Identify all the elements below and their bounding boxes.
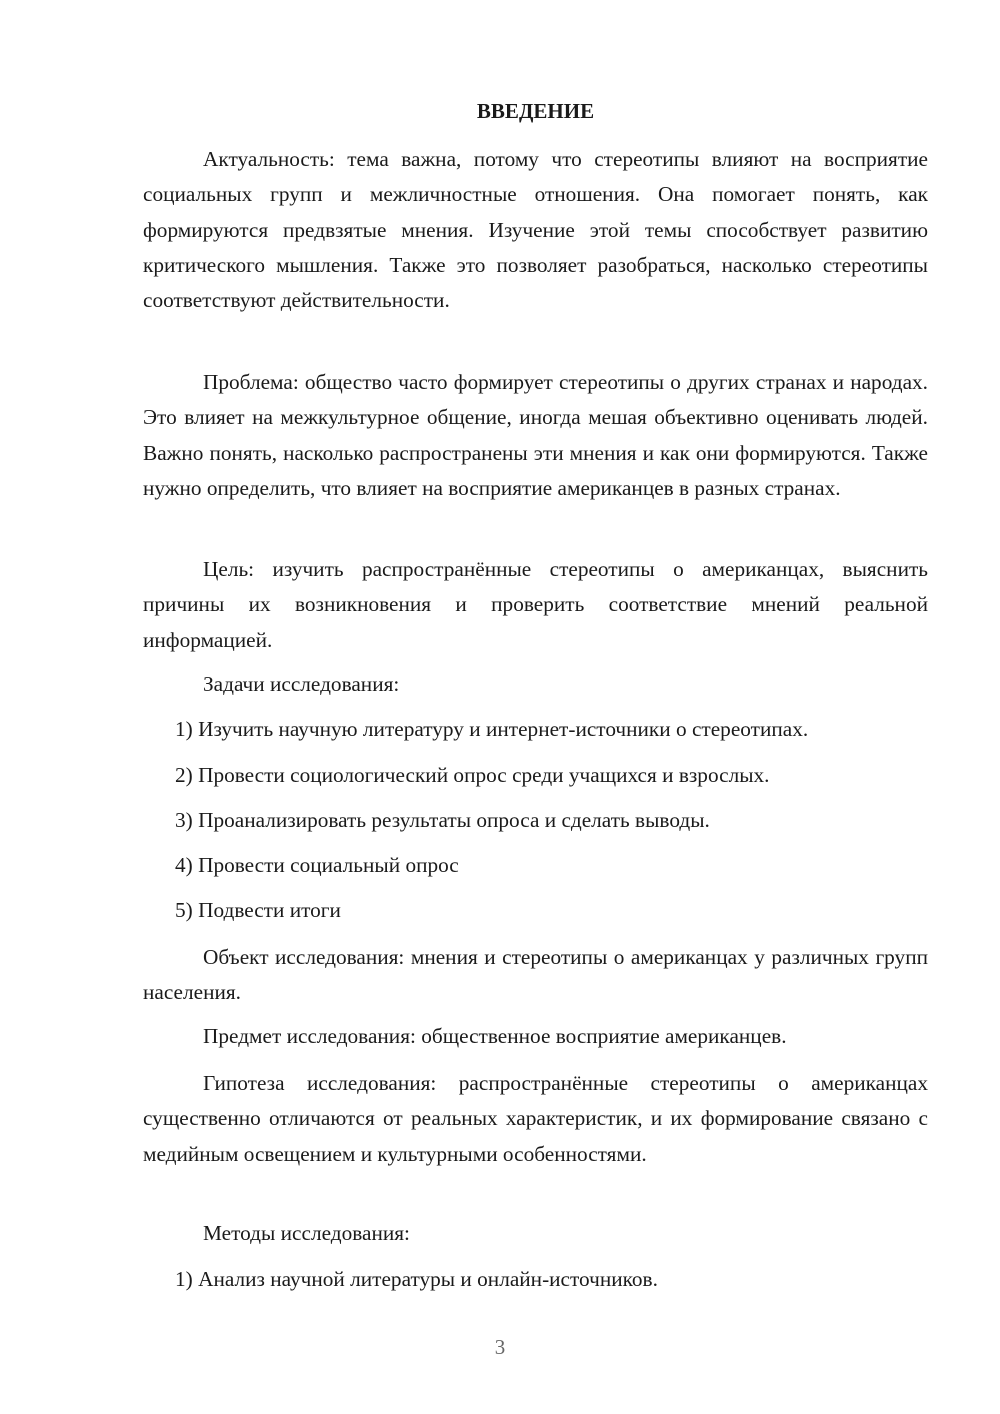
tasks-label: Задачи исследования: bbox=[203, 672, 400, 696]
task-item: 4) Провести социальный опрос bbox=[175, 853, 459, 877]
page-number: 3 bbox=[494, 1335, 506, 1359]
problem-paragraph: Проблема: общество часто формирует стереотипы о других странах и народах. Это влияет на межкультурное общение, иногда мешая объективно оценивать людей. Важно понять, насколько распространены эти мнения и как они формируются. Также нужно определить, что влияет на восприятие американцев в разных странах. bbox=[143, 370, 928, 500]
goal-paragraph: Цель: изучить распространённые стереотипы о американцах, выяснить причины их возникновения и проверить соответствие мнений реальной информацией. bbox=[143, 557, 928, 652]
method-item: 1) Анализ научной литературы и онлайн-источников. bbox=[175, 1267, 658, 1291]
relevance-paragraph: Актуальность: тема важна, потому что стереотипы влияют на восприятие социальных групп и межличностные отношения. Она помогает понять, как формируются предвзятые мнения. Изучение этой темы способствует развитию критического мышления. Также это позволяет разобраться, насколько стереотипы соответствуют действительности. bbox=[143, 147, 928, 313]
object-paragraph: Объект исследования: мнения и стереотипы о американцах у различных групп населения. bbox=[143, 945, 928, 1005]
task-item: 5) Подвести итоги bbox=[175, 898, 341, 922]
subject-paragraph: Предмет исследования: общественное восприятие американцев. bbox=[203, 1024, 787, 1048]
hypothesis-paragraph: Гипотеза исследования: распространённые стереотипы о американцах существенно отличаются от реальных характеристик, и их формирование связано с медийным освещением и культурными особенностями. bbox=[143, 1071, 928, 1166]
task-item: 1) Изучить научную литературу и интернет-источники о стереотипах. bbox=[175, 717, 809, 741]
task-item: 3) Проанализировать результаты опроса и сделать выводы. bbox=[175, 808, 710, 832]
section-heading: ВВЕДЕНИЕ bbox=[476, 99, 595, 123]
task-item: 2) Провести социологический опрос среди учащихся и взрослых. bbox=[175, 763, 770, 787]
methods-label: Методы исследования: bbox=[203, 1221, 410, 1245]
